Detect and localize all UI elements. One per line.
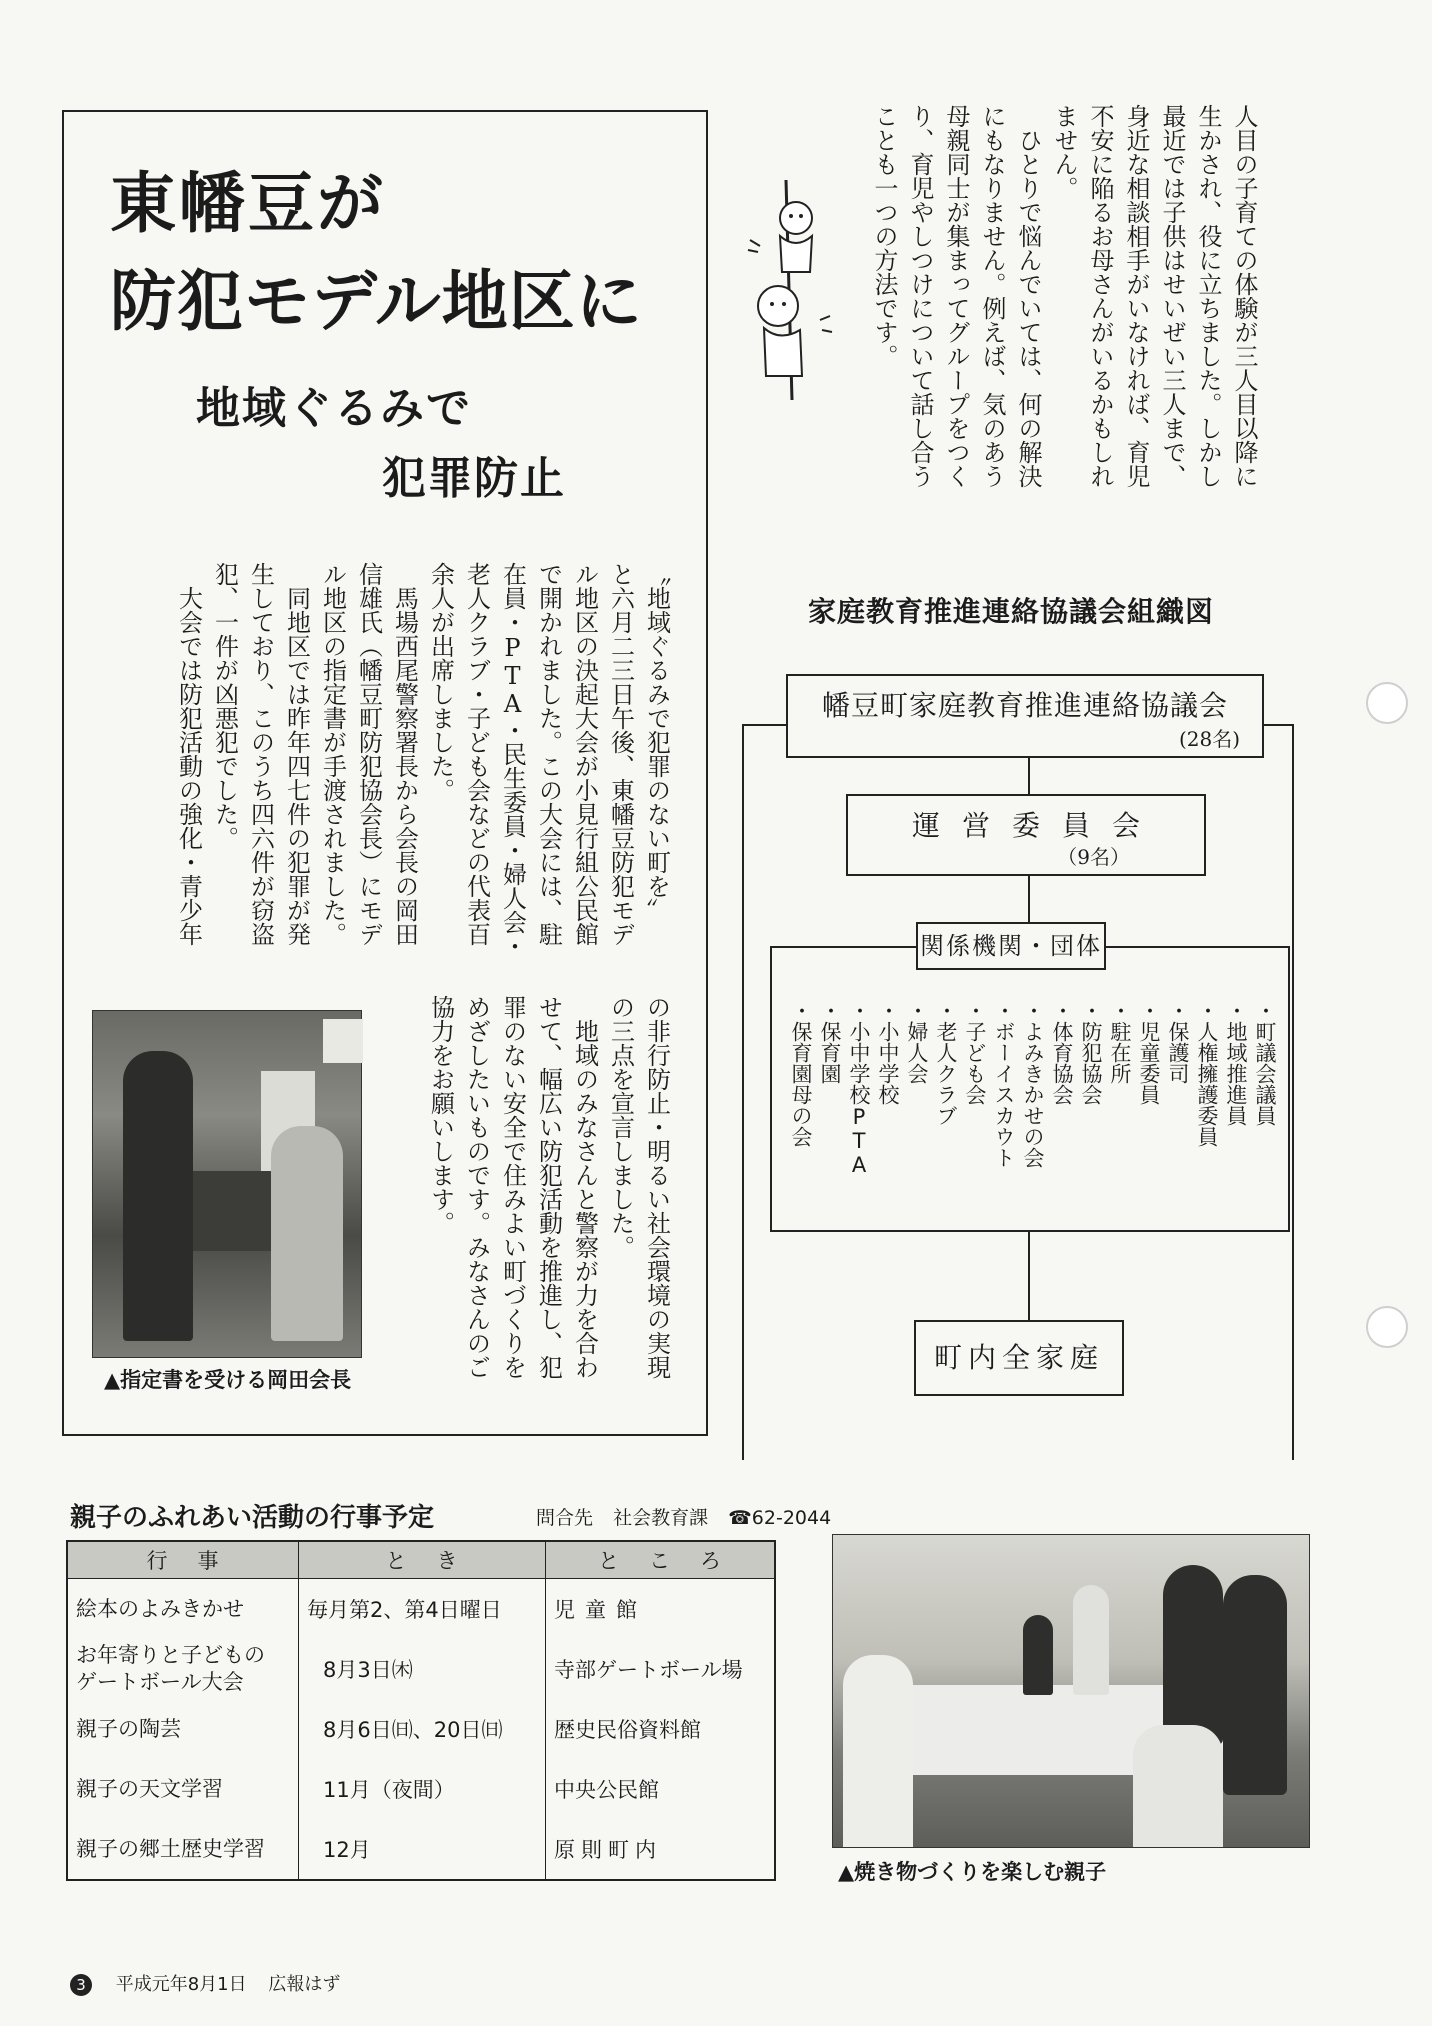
article-line: と六月二三日午後、東幡豆防犯モデ <box>606 562 635 946</box>
org-top-name: 幡豆町家庭教育推進連絡協議会 <box>821 689 1228 722</box>
subhead-line-1: 地域ぐるみで <box>196 383 472 434</box>
intro-line: 生かされ、役に立ちました。しかし <box>1194 104 1222 488</box>
person <box>1133 1725 1223 1848</box>
person <box>1023 1615 1053 1695</box>
org-member: ・保護司 <box>1166 1000 1190 1084</box>
org-member: ・保育園 <box>818 1000 842 1084</box>
table-row <box>67 1639 775 1699</box>
when-cell: 8月3日㈭ <box>299 1639 546 1699</box>
org-member: ・町議会議員 <box>1253 1000 1277 1126</box>
org-member: ・子ども会 <box>963 1000 987 1105</box>
org-middle-node <box>846 794 1206 876</box>
schedule-contact <box>536 1503 845 1530</box>
page-footer <box>70 1970 356 1996</box>
person <box>1163 1565 1223 1745</box>
org-member: ・小中学校PTA <box>847 1000 871 1177</box>
photo2-caption: ▲焼き物づくりを楽しむ親子 <box>838 1860 1107 1884</box>
intro-line: 最近では子供はせいぜい三人まで、 <box>1158 104 1186 488</box>
article-line: ル地区の決起大会が小見行組公民館 <box>570 562 599 946</box>
award-photo <box>92 1010 362 1358</box>
article-line: で開かれました。この大会には、駐 <box>534 562 563 946</box>
org-member: ・保育園母の会 <box>789 1000 813 1147</box>
article-line: 信雄氏（幡豆町防犯協会長）にモデ <box>354 562 383 946</box>
person-right <box>271 1126 343 1341</box>
table-row <box>67 1579 775 1640</box>
intro-line: 身近な相談相手がいなければ、育児 <box>1122 104 1150 488</box>
org-member: ・よみきかせの会 <box>1021 1000 1045 1168</box>
where-cell: 児童館 <box>554 1598 647 1622</box>
article-line: めざしたいものです。みなさんのご <box>462 995 491 1379</box>
intro-line: り、育児やしつけについて話し合う <box>906 104 934 488</box>
org-top-count: (28名) <box>1178 727 1240 751</box>
punch-hole-bottom <box>1366 1306 1408 1348</box>
event-cell: 絵本のよみきかせ <box>67 1579 299 1640</box>
footer-date: 平成元年8月1日 <box>115 1974 247 1995</box>
when-cell: 毎月第2、第4日曜日 <box>299 1579 546 1640</box>
org-member: ・人権擁護委員 <box>1195 1000 1219 1147</box>
header-event: 行事 <box>67 1541 299 1579</box>
connector-line <box>1028 1232 1030 1320</box>
where-cell: 中央公民館 <box>554 1778 659 1802</box>
article-line: 生しており、このうち四六件が窃盗 <box>246 562 275 946</box>
contact-dept: 社会教育課 <box>613 1507 709 1529</box>
where-cell: 歴史民俗資料館 <box>554 1718 701 1742</box>
connector-line <box>1262 724 1294 726</box>
article-line: 大会では防犯活動の強化・青少年 <box>174 562 203 946</box>
intro-line: 不安に陥るお母さんがいるかもしれ <box>1086 104 1114 488</box>
org-member: ・老人クラブ <box>934 1000 958 1126</box>
org-group-label: 関係機関・団体 <box>916 922 1106 970</box>
event-cell: お年寄りと子どもの ゲートボール大会 <box>67 1639 299 1699</box>
article-line: 同地区では昨年四七件の犯罪が発 <box>282 562 311 946</box>
banner-sign <box>323 1019 363 1063</box>
org-member: ・地域推進員 <box>1224 1000 1248 1126</box>
org-member: ・防犯協会 <box>1079 1000 1103 1105</box>
event-cell: 親子の陶芸 <box>67 1699 299 1759</box>
table-row <box>67 1819 775 1880</box>
intro-line: にもなりません。例えば、気のあう <box>978 104 1006 488</box>
table-row <box>67 1759 775 1819</box>
when-cell: 8月6日㈰、20日㈰ <box>299 1699 546 1759</box>
footer-publication: 広報はず <box>268 1974 341 1995</box>
intro-line: 母親同士が集まってグループをつく <box>942 104 970 488</box>
article-line: ル地区の指定書が手渡されました。 <box>318 562 347 946</box>
headline-line-2: 防犯モデル地区に <box>110 263 643 340</box>
page-number: 3 <box>70 1974 92 1996</box>
article-line: 犯、一件が凶悪犯でした。 <box>210 562 239 850</box>
table-header-row <box>67 1541 775 1579</box>
person <box>1223 1575 1287 1795</box>
schedule-table <box>66 1540 776 1881</box>
article-line: 在員・PTA・民生委員・婦人会・ <box>498 562 527 958</box>
org-member: ・婦人会 <box>905 1000 929 1084</box>
when-cell: 12月 <box>299 1819 546 1880</box>
children-illustration <box>744 180 834 400</box>
person <box>1073 1585 1109 1695</box>
org-middle-name: 運営委員会 <box>911 809 1162 842</box>
org-middle-count: （9名） <box>1057 845 1130 869</box>
article-line: せて、幅広い防犯活動を推進し、犯 <box>534 995 563 1379</box>
org-member: ・体育協会 <box>1050 1000 1074 1105</box>
org-member: ・ボーイスカウト <box>992 1000 1016 1168</box>
intro-line: 人目の子育ての体験が三人目以降に <box>1230 104 1258 488</box>
where-cell: 寺部ゲートボール場 <box>554 1658 743 1682</box>
article-line: 協力をお願いします。 <box>426 995 455 1235</box>
org-member: ・小中学校 <box>876 1000 900 1105</box>
when-cell: 11月（夜間） <box>299 1759 546 1819</box>
header-where: ところ <box>546 1541 776 1579</box>
article-line: 地域のみなさんと警察が力を合わ <box>570 995 599 1379</box>
table-row <box>67 1699 775 1759</box>
header-when: とき <box>299 1541 546 1579</box>
person <box>843 1655 913 1848</box>
event-cell: 親子の天文学習 <box>67 1759 299 1819</box>
article-line: 老人クラブ・子ども会などの代表百 <box>462 562 491 946</box>
article-line: 〝地域ぐるみで犯罪のない町を〟 <box>642 562 671 922</box>
article-line: の三点を宣言しました。 <box>606 995 635 1259</box>
intro-line: ません。 <box>1050 104 1078 200</box>
org-chart-title: 家庭教育推進連絡協議会組織図 <box>808 595 1215 628</box>
article-line: の非行防止・明るい社会環境の実現 <box>642 995 671 1379</box>
article-line: 余人が出席しました。 <box>426 562 455 802</box>
org-member: ・児童委員 <box>1137 1000 1161 1105</box>
schedule-title: 親子のふれあい活動の行事予定 <box>70 1503 435 1533</box>
org-member: ・駐在所 <box>1108 1000 1132 1084</box>
intro-line: ことも一つの方法です。 <box>870 104 898 368</box>
pottery-photo <box>832 1534 1310 1848</box>
org-top-node <box>786 674 1264 758</box>
headline-line-1: 東幡豆が <box>110 165 386 242</box>
org-bottom-node: 町内全家庭 <box>914 1320 1124 1396</box>
event-cell: 親子の郷土歴史学習 <box>67 1819 299 1880</box>
connector-line <box>1028 758 1030 794</box>
connector-line <box>742 724 744 1460</box>
where-cell: 原則町内 <box>554 1838 662 1862</box>
contact-phone: ☎62-2044 <box>728 1507 832 1529</box>
connector-line <box>1028 876 1030 922</box>
intro-line: ひとりで悩んでいては、何の解決 <box>1014 104 1042 488</box>
punch-hole-top <box>1366 682 1408 724</box>
article-line: 馬場西尾警察署長から会長の岡田 <box>390 562 419 946</box>
connector-line <box>1292 724 1294 1460</box>
contact-label: 問合先 <box>536 1507 594 1529</box>
connector-line <box>742 724 788 726</box>
person-left <box>123 1051 193 1341</box>
article-line: 罪のない安全で住みよい町づくりを <box>498 995 527 1379</box>
photo-caption: ▲指定書を受ける岡田会長 <box>104 1368 352 1392</box>
subhead-line-2: 犯罪防止 <box>382 453 566 504</box>
